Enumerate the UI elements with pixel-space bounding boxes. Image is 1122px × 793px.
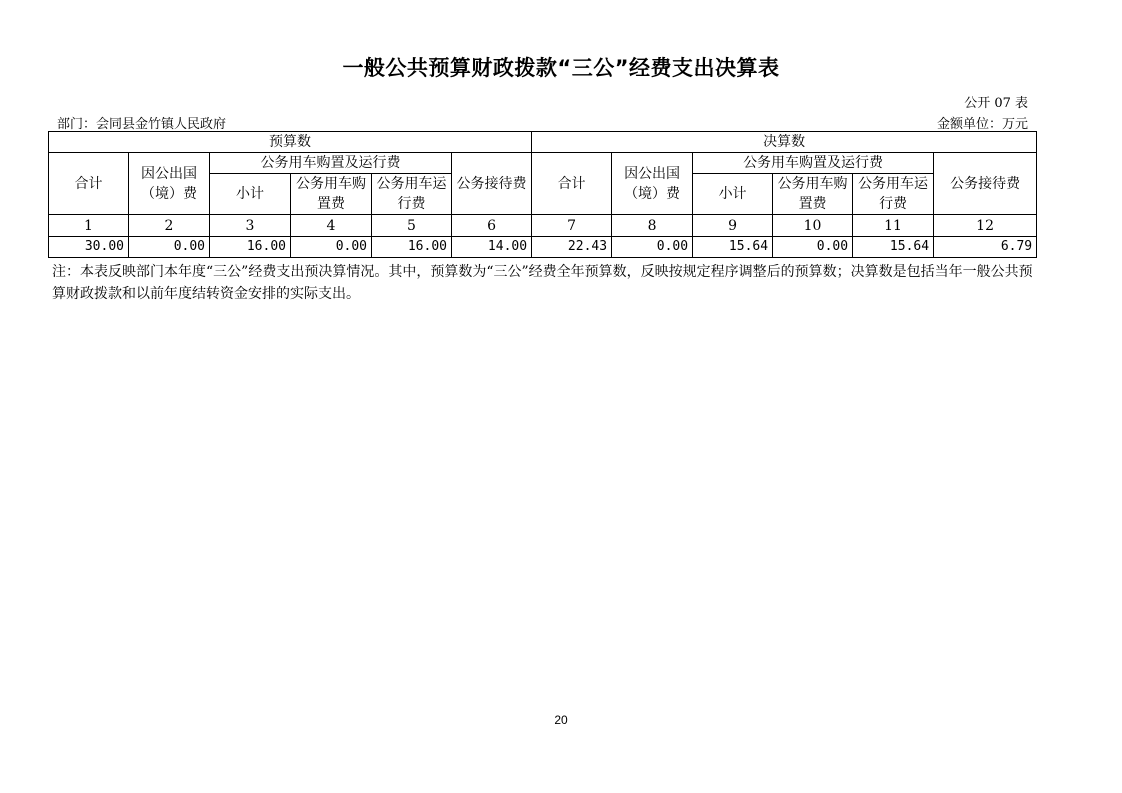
value-cell: 6.79 <box>934 237 1037 258</box>
column-number: 5 <box>372 215 452 237</box>
column-number: 6 <box>452 215 532 237</box>
page-number: 20 <box>554 713 568 727</box>
column-number: 2 <box>129 215 210 237</box>
final-vehicle-purchase-header: 公务用车购置费 <box>773 174 853 215</box>
value-row <box>49 237 1037 258</box>
budget-vehicle-group-header: 公务用车购置及运行费 <box>210 153 452 174</box>
value-cell: 0.00 <box>291 237 372 258</box>
final-vehicle-group-header: 公务用车购置及运行费 <box>693 153 934 174</box>
budget-subtotal-header: 小计 <box>210 174 291 215</box>
value-cell: 14.00 <box>452 237 532 258</box>
budget-vehicle-purchase-header: 公务用车购置费 <box>291 174 372 215</box>
page-title: 一般公共预算财政拨款“三公”经费支出决算表 <box>342 56 780 80</box>
value-cell: 15.64 <box>693 237 773 258</box>
value-cell: 16.00 <box>372 237 452 258</box>
final-total-header: 合计 <box>532 153 612 215</box>
column-number: 1 <box>49 215 129 237</box>
final-vehicle-operation-header: 公务用车运行费 <box>853 174 934 215</box>
column-number: 3 <box>210 215 291 237</box>
column-number: 7 <box>532 215 612 237</box>
final-subtotal-header: 小计 <box>693 174 773 215</box>
form-number: 公开 07 表 <box>964 96 1028 111</box>
value-cell: 15.64 <box>853 237 934 258</box>
budget-header: 预算数 <box>49 132 532 153</box>
budget-abroad-header: 因公出国（境）费 <box>129 153 210 215</box>
value-cell: 0.00 <box>773 237 853 258</box>
column-number-row <box>49 215 1037 237</box>
value-cell: 16.00 <box>210 237 291 258</box>
budget-total-header: 合计 <box>49 153 129 215</box>
column-number: 12 <box>934 215 1037 237</box>
column-number: 9 <box>693 215 773 237</box>
value-cell: 22.43 <box>532 237 612 258</box>
value-cell: 0.00 <box>612 237 693 258</box>
table-note: 注：本表反映部门本年度“三公”经费支出预决算情况。其中，预算数为“三公”经费全年预算数，反映按规定程序调整后的预算数；决算数是包括当年一般公共预算财政拨款和以前年度结转资金安排的实际支出。 <box>52 264 1033 302</box>
value-cell: 30.00 <box>49 237 129 258</box>
final-abroad-header: 因公出国（境）费 <box>612 153 693 215</box>
budget-vehicle-operation-header: 公务用车运行费 <box>372 174 452 215</box>
budget-reception-header: 公务接待费 <box>452 153 532 215</box>
final-reception-header: 公务接待费 <box>934 153 1037 215</box>
expenditure-table <box>48 131 1037 258</box>
column-number: 4 <box>291 215 372 237</box>
department-label: 部门：会同县金竹镇人民政府 <box>57 117 227 132</box>
column-number: 8 <box>612 215 693 237</box>
column-number: 11 <box>853 215 934 237</box>
value-cell: 0.00 <box>129 237 210 258</box>
column-number: 10 <box>773 215 853 237</box>
final-header: 决算数 <box>532 132 1037 153</box>
unit-label: 金额单位：万元 <box>936 117 1028 132</box>
